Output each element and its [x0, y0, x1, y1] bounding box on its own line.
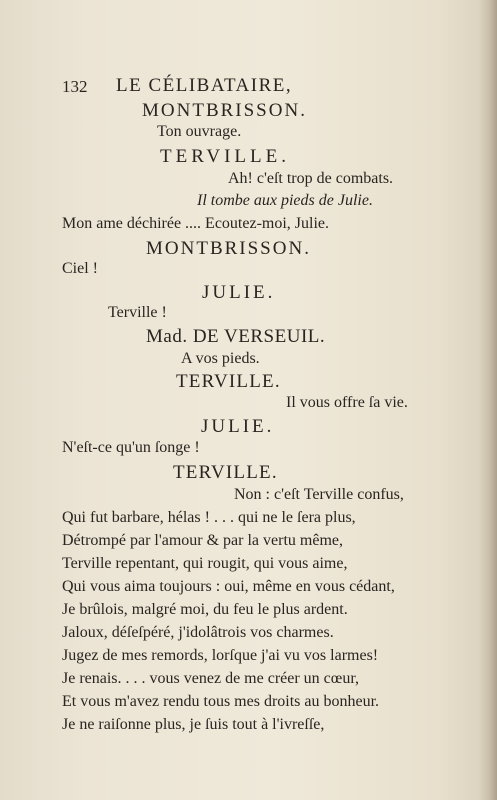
verse-line: Qui vous aima toujours : oui, même en vous cédant, — [62, 578, 395, 595]
dialogue-line: Ton ouvrage. — [157, 123, 242, 140]
speaker-julie: JULIE. — [202, 282, 276, 303]
verse-line: Et vous m'avez rendu tous mes droits au bonheur. — [62, 693, 380, 710]
dialogue-line: N'eſt-ce qu'un ſonge ! — [62, 439, 200, 456]
speaker-mad-de-verseuil: Mad. DE VERSEUIL. — [146, 326, 326, 347]
speaker-terville: TERVILLE. — [176, 371, 281, 392]
verse-line: Terville repentant, qui rougit, qui vous aime, — [62, 555, 348, 572]
verse-line: Détrompé par l'amour & par la vertu même, — [62, 532, 343, 549]
stage-direction: Il tombe aux pieds de Julie. — [197, 192, 373, 209]
speaker-terville: TERVILLE. — [173, 462, 278, 483]
verse-line: Je ne raiſonne plus, je ſuis tout à l'ivreſſe, — [62, 716, 325, 733]
page-number: 132 — [62, 77, 88, 96]
speaker-montbrisson: MONTBRISSON. — [142, 100, 307, 121]
running-title: LE CÉLIBATAIRE, — [116, 75, 293, 96]
speaker-julie: JULIE. — [201, 416, 275, 437]
dialogue-line: Mon ame déchirée .... Ecoutez-moi, Julie. — [62, 215, 330, 232]
verse-line: Non : c'eſt Terville confus, — [234, 486, 404, 503]
dialogue-line: A vos pieds. — [181, 350, 260, 367]
verse-line: Je brûlois, malgré moi, du feu le plus ardent. — [62, 601, 348, 618]
verse-line: Qui fut barbare, hélas ! . . . qui ne le ſera plus, — [62, 509, 356, 526]
verse-line: Jaloux, déſeſpéré, j'idolâtrois vos charmes. — [62, 624, 334, 641]
dialogue-line: Ah! c'eſt trop de combats. — [228, 170, 394, 187]
dialogue-line: Terville ! — [108, 304, 167, 321]
verse-line: Je renais. . . . vous venez de me créer un cœur, — [62, 670, 360, 687]
dialogue-line: Il vous offre ſa vie. — [286, 394, 408, 411]
speaker-terville: TERVILLE. — [160, 146, 290, 167]
dialogue-line: Ciel ! — [62, 260, 98, 277]
page-edge-shadow — [479, 0, 497, 800]
verse-line: Jugez de mes remords, lorſque j'ai vu vos larmes! — [62, 647, 379, 664]
speaker-montbrisson: MONTBRISSON. — [146, 238, 311, 259]
